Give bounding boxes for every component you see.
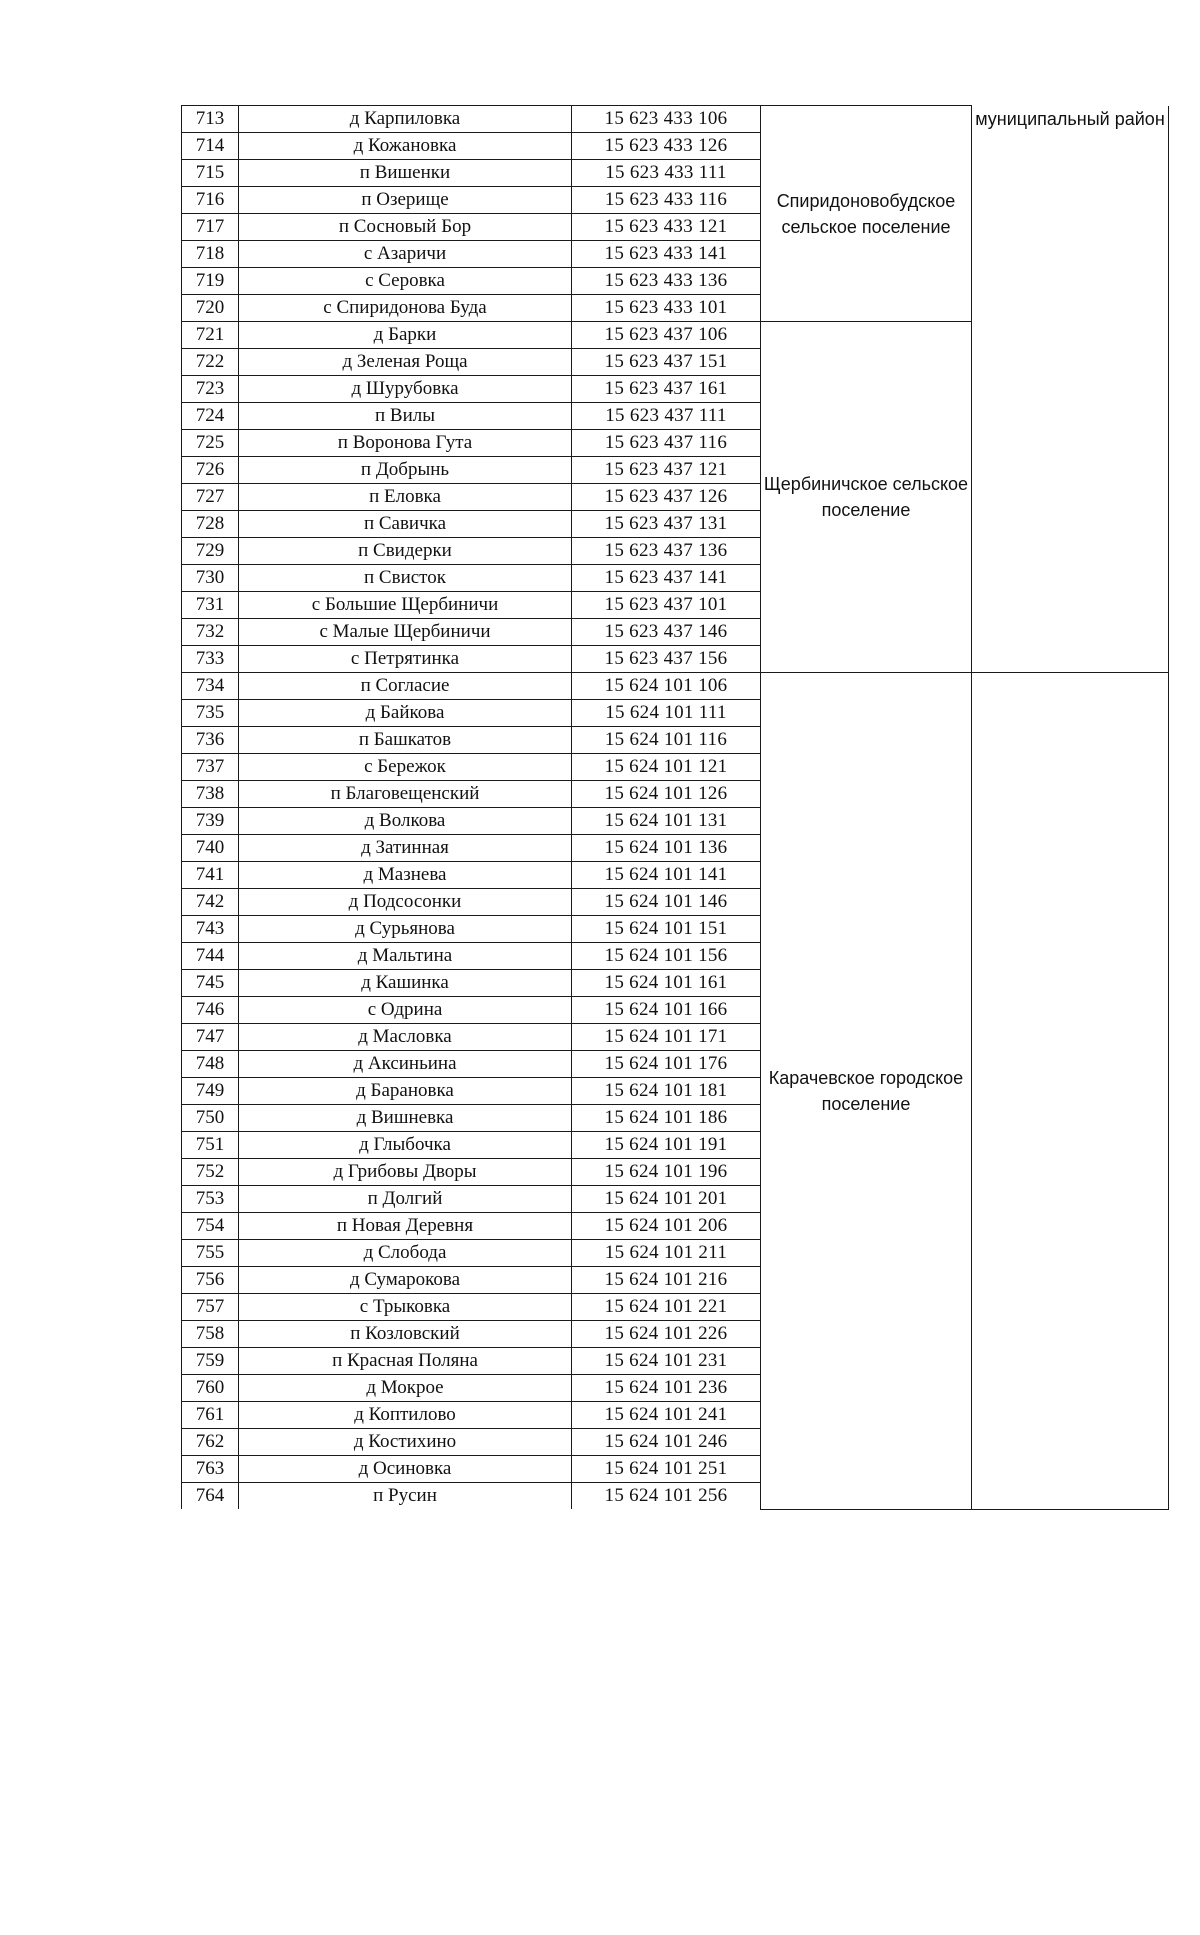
- row-number: 722: [182, 349, 239, 376]
- okato-code: 15 624 101 151: [572, 916, 761, 943]
- row-number: 718: [182, 241, 239, 268]
- locality-name: п Свисток: [239, 565, 572, 592]
- okato-code: 15 623 437 111: [572, 403, 761, 430]
- locality-name: п Долгий: [239, 1186, 572, 1213]
- okato-code: 15 623 437 106: [572, 322, 761, 349]
- okato-code: 15 623 433 116: [572, 187, 761, 214]
- locality-name: п Добрынь: [239, 457, 572, 484]
- okato-code: 15 624 101 256: [572, 1483, 761, 1510]
- locality-name: д Зеленая Роща: [239, 349, 572, 376]
- locality-name: п Сосновый Бор: [239, 214, 572, 241]
- locality-name: д Осиновка: [239, 1456, 572, 1483]
- okato-code: 15 624 101 131: [572, 808, 761, 835]
- locality-name: д Байкова: [239, 700, 572, 727]
- okato-code: 15 623 437 116: [572, 430, 761, 457]
- row-number: 756: [182, 1267, 239, 1294]
- okato-code: 15 624 101 191: [572, 1132, 761, 1159]
- row-number: 736: [182, 727, 239, 754]
- locality-name: д Аксиньина: [239, 1051, 572, 1078]
- row-number: 760: [182, 1375, 239, 1402]
- row-number: 749: [182, 1078, 239, 1105]
- row-number: 742: [182, 889, 239, 916]
- locality-name: д Волкова: [239, 808, 572, 835]
- row-number: 751: [182, 1132, 239, 1159]
- locality-name: д Шурубовка: [239, 376, 572, 403]
- okato-code: 15 623 433 126: [572, 133, 761, 160]
- row-number: 755: [182, 1240, 239, 1267]
- row-number: 743: [182, 916, 239, 943]
- table-body: [182, 106, 1169, 1510]
- locality-name: д Кожановка: [239, 133, 572, 160]
- okato-code: 15 624 101 166: [572, 997, 761, 1024]
- locality-name: д Мокрое: [239, 1375, 572, 1402]
- row-number: 732: [182, 619, 239, 646]
- row-number: 752: [182, 1159, 239, 1186]
- locality-name: п Новая Деревня: [239, 1213, 572, 1240]
- locality-name: с Азаричи: [239, 241, 572, 268]
- okato-table: [181, 105, 1169, 1510]
- row-number: 739: [182, 808, 239, 835]
- locality-name: д Мазнева: [239, 862, 572, 889]
- okato-code: 15 624 101 136: [572, 835, 761, 862]
- okato-code: 15 624 101 206: [572, 1213, 761, 1240]
- row-number: 737: [182, 754, 239, 781]
- okato-code: 15 623 437 146: [572, 619, 761, 646]
- row-number: 727: [182, 484, 239, 511]
- okato-code: 15 624 101 161: [572, 970, 761, 997]
- row-number: 719: [182, 268, 239, 295]
- okato-code: 15 623 437 141: [572, 565, 761, 592]
- locality-name: п Благовещенский: [239, 781, 572, 808]
- row-number: 723: [182, 376, 239, 403]
- okato-code: 15 623 433 111: [572, 160, 761, 187]
- locality-name: д Кашинка: [239, 970, 572, 997]
- row-number: 747: [182, 1024, 239, 1051]
- row-number: 714: [182, 133, 239, 160]
- locality-name: д Мальтина: [239, 943, 572, 970]
- okato-code: 15 623 437 136: [572, 538, 761, 565]
- row-number: 726: [182, 457, 239, 484]
- row-number: 759: [182, 1348, 239, 1375]
- locality-name: с Большие Щербиничи: [239, 592, 572, 619]
- row-number: 720: [182, 295, 239, 322]
- locality-name: д Масловка: [239, 1024, 572, 1051]
- locality-name: п Вилы: [239, 403, 572, 430]
- row-number: 750: [182, 1105, 239, 1132]
- row-number: 753: [182, 1186, 239, 1213]
- okato-code: 15 624 101 251: [572, 1456, 761, 1483]
- okato-code: 15 623 437 151: [572, 349, 761, 376]
- okato-code: 15 623 437 156: [572, 646, 761, 673]
- locality-name: д Подсосонки: [239, 889, 572, 916]
- locality-name: п Вишенки: [239, 160, 572, 187]
- okato-code: 15 624 101 231: [572, 1348, 761, 1375]
- okato-code: 15 624 101 201: [572, 1186, 761, 1213]
- row-number: 725: [182, 430, 239, 457]
- locality-name: с Петрятинка: [239, 646, 572, 673]
- row-number: 724: [182, 403, 239, 430]
- row-number: 715: [182, 160, 239, 187]
- row-number: 748: [182, 1051, 239, 1078]
- table-row: [182, 673, 1169, 700]
- row-number: 738: [182, 781, 239, 808]
- okato-code: 15 623 433 141: [572, 241, 761, 268]
- okato-code: 15 623 433 136: [572, 268, 761, 295]
- locality-name: п Свидерки: [239, 538, 572, 565]
- okato-code: 15 624 101 226: [572, 1321, 761, 1348]
- okato-code: 15 624 101 126: [572, 781, 761, 808]
- okato-code: 15 624 101 156: [572, 943, 761, 970]
- locality-name: д Коптилово: [239, 1402, 572, 1429]
- okato-code: 15 624 101 241: [572, 1402, 761, 1429]
- okato-code: 15 624 101 216: [572, 1267, 761, 1294]
- locality-name: д Карпиловка: [239, 106, 572, 133]
- locality-name: д Вишневка: [239, 1105, 572, 1132]
- row-number: 762: [182, 1429, 239, 1456]
- locality-name: д Сурьянова: [239, 916, 572, 943]
- row-number: 740: [182, 835, 239, 862]
- table-row: [182, 106, 1169, 133]
- row-number: 763: [182, 1456, 239, 1483]
- okato-code: 15 624 101 171: [572, 1024, 761, 1051]
- row-number: 734: [182, 673, 239, 700]
- okato-code: 15 624 101 121: [572, 754, 761, 781]
- row-number: 754: [182, 1213, 239, 1240]
- okato-code: 15 624 101 176: [572, 1051, 761, 1078]
- locality-name: д Грибовы Дворы: [239, 1159, 572, 1186]
- district-label: муниципальный район: [972, 106, 1169, 673]
- locality-name: д Затинная: [239, 835, 572, 862]
- okato-code: 15 623 433 121: [572, 214, 761, 241]
- locality-name: д Барки: [239, 322, 572, 349]
- settlement-name: Щербиничское сельское поселение: [761, 322, 972, 673]
- locality-name: п Красная Поляна: [239, 1348, 572, 1375]
- row-number: 741: [182, 862, 239, 889]
- row-number: 735: [182, 700, 239, 727]
- okato-code: 15 624 101 186: [572, 1105, 761, 1132]
- locality-name: с Малые Щербиничи: [239, 619, 572, 646]
- settlement-name: Карачевское городское поселение: [761, 673, 972, 1510]
- row-number: 731: [182, 592, 239, 619]
- locality-name: д Костихино: [239, 1429, 572, 1456]
- row-number: 728: [182, 511, 239, 538]
- okato-code: 15 623 433 106: [572, 106, 761, 133]
- row-number: 761: [182, 1402, 239, 1429]
- row-number: 733: [182, 646, 239, 673]
- locality-name: с Одрина: [239, 997, 572, 1024]
- okato-code: 15 624 101 141: [572, 862, 761, 889]
- row-number: 713: [182, 106, 239, 133]
- locality-name: п Озерище: [239, 187, 572, 214]
- okato-code: 15 624 101 116: [572, 727, 761, 754]
- locality-name: п Башкатов: [239, 727, 572, 754]
- okato-code: 15 624 101 181: [572, 1078, 761, 1105]
- locality-name: п Еловка: [239, 484, 572, 511]
- row-number: 716: [182, 187, 239, 214]
- okato-code: 15 623 437 131: [572, 511, 761, 538]
- okato-code: 15 624 101 111: [572, 700, 761, 727]
- okato-code: 15 623 437 126: [572, 484, 761, 511]
- okato-code: 15 624 101 106: [572, 673, 761, 700]
- okato-code: 15 624 101 211: [572, 1240, 761, 1267]
- row-number: 764: [182, 1483, 239, 1510]
- locality-name: д Барановка: [239, 1078, 572, 1105]
- locality-name: п Согласие: [239, 673, 572, 700]
- locality-name: п Савичка: [239, 511, 572, 538]
- okato-code: 15 624 101 146: [572, 889, 761, 916]
- okato-code: 15 623 437 161: [572, 376, 761, 403]
- okato-code: 15 624 101 236: [572, 1375, 761, 1402]
- district-cell-empty: [972, 673, 1169, 1510]
- row-number: 744: [182, 943, 239, 970]
- row-number: 745: [182, 970, 239, 997]
- row-number: 730: [182, 565, 239, 592]
- locality-name: п Воронова Гута: [239, 430, 572, 457]
- locality-name: с Серовка: [239, 268, 572, 295]
- okato-code: 15 623 437 101: [572, 592, 761, 619]
- okato-code: 15 623 437 121: [572, 457, 761, 484]
- row-number: 717: [182, 214, 239, 241]
- row-number: 758: [182, 1321, 239, 1348]
- locality-name: с Трыковка: [239, 1294, 572, 1321]
- locality-name: с Спиридонова Буда: [239, 295, 572, 322]
- row-number: 746: [182, 997, 239, 1024]
- locality-name: с Бережок: [239, 754, 572, 781]
- locality-name: д Глыбочка: [239, 1132, 572, 1159]
- locality-name: д Сумарокова: [239, 1267, 572, 1294]
- okato-code: 15 624 101 246: [572, 1429, 761, 1456]
- row-number: 729: [182, 538, 239, 565]
- okato-code: 15 624 101 196: [572, 1159, 761, 1186]
- settlement-name: Спиридоновобудское сельское поселение: [761, 106, 972, 322]
- okato-code: 15 624 101 221: [572, 1294, 761, 1321]
- locality-name: п Козловский: [239, 1321, 572, 1348]
- row-number: 757: [182, 1294, 239, 1321]
- locality-name: д Слобода: [239, 1240, 572, 1267]
- okato-code: 15 623 433 101: [572, 295, 761, 322]
- locality-name: п Русин: [239, 1483, 572, 1510]
- row-number: 721: [182, 322, 239, 349]
